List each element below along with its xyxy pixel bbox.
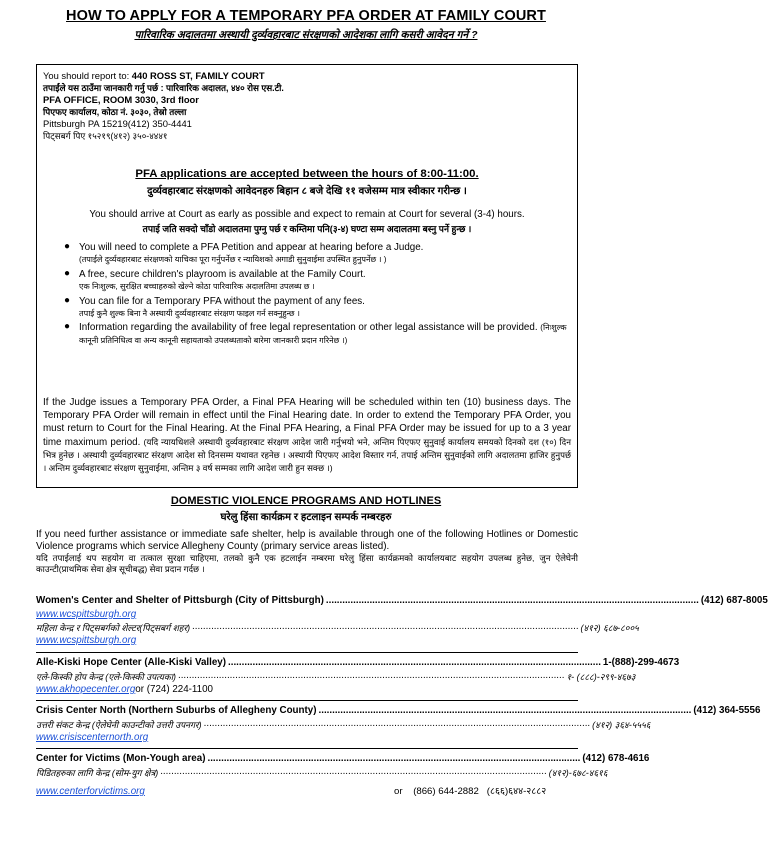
- bullet-np: एक निःशुल्क, सुरक्षित बच्चाहरुको खेल्ने कोठा पारिवारिक अदालतिमा उपलब्ध छ ।: [79, 282, 315, 292]
- judge-paragraph: [43, 396, 571, 475]
- org-name: Women's Center and Shelter of Pittsburgh (City of Pittsburgh): [36, 595, 324, 606]
- judge-en: If the Judge issues a Temporary PFA Order, a Final PFA Hearing will be scheduled within ten (10) business days. The Temporary PFA Order will remain in effect until the Final Hearing date. In order to extend the Temporary PFA Order, you must return to Court for the Final Hearing. At the Final PFA Hearing, a Final PFA Order may be issued for up to a 3 year time maximum period.: [43, 397, 571, 448]
- dv-intro-np: यदि तपाईलाई थप सहयोग वा तत्काल सुरक्षा चाहिएमा, तलको कुनै एक हटलाईन नम्बरमा घरेलु हिंसा कार्यक्रमको कार्यालयबाट सहयोग उपलब्ध हुनेछ, जुन ऐलेघेनी काउन्टी(प्राथमिक सेवा क्षेत्र सूचीबद्ध) सेवा प्रदान गर्दछ ।: [36, 553, 578, 575]
- report-np: तपाईंले यस ठाउँमा जानकारी गर्नु पर्छ : पारिवारिक अदालत, ४४० रोस एस.टी.: [43, 83, 284, 94]
- bullet-icon: ●: [64, 321, 71, 333]
- address-block: [43, 70, 284, 143]
- bullet-icon: ●: [64, 267, 71, 279]
- leader-dots: .........................................................................................................................................: [318, 705, 692, 716]
- org-phone: (412) 364-5556: [693, 705, 761, 716]
- org-name-np: उत्तरी संकट केन्द्र (ऐलेघेनी काउन्टीको उत्तरी उपनगर): [36, 720, 202, 730]
- org-name: Crisis Center North (Northern Suburbs of Allegheny County): [36, 705, 317, 716]
- bullet-en: Information regarding the availability of free legal representation or other legal assistance will be provided.: [79, 322, 538, 334]
- page-title: HOW TO APPLY FOR A TEMPORARY PFA ORDER AT FAMILY COURT: [66, 8, 546, 24]
- org-link[interactable]: www.wcspittsburgh.org: [36, 635, 137, 646]
- leader-dots: ..............................................................................................................................................: [192, 621, 579, 632]
- org-name: Center for Victims (Mon-Yough area): [36, 753, 206, 764]
- divider: [36, 652, 578, 653]
- org-link[interactable]: www.crisiscenternorth.org: [36, 732, 149, 743]
- bullet-item: [64, 269, 569, 294]
- org-name: Alle-Kiski Hope Center (Alle-Kiski Valley): [36, 657, 227, 668]
- bullet-item: [64, 242, 569, 267]
- bullet-en: You can file for a Temporary PFA without the payment of any fees.: [79, 295, 365, 307]
- bullet-icon: ●: [64, 241, 71, 252]
- report-label: You should report to:: [43, 70, 132, 81]
- judge-np: (यदि न्यायधिशले अस्थायी दुर्व्यवहारबाट संरक्षण आदेश जारी गर्नुभयो भने, अन्तिम पिएफए सुनुवाई कार्यालय समयको दिनको दश (१०) दिन भित्र हुनेछ । अस्थायी दुर्व्यवहारबाट संरक्षण आदेश सो दिनसम्म यथावत रहनेछ । अस्थायी पिएफए आदेश विस्तार गर्न, तपाई अन्तिम सुनुवाईको लागि अदालतमा हाजिर हुनुपर्छ । अन्तिम दुर्व्यवहारबाट संरक्षण सुनुवाईमा, अन्तिम ३ वर्ष सम्मका लागि आदेश जारी हुन सक्छ ।): [43, 436, 571, 474]
- org-name-np: महिला केन्द्र र पिट्सबर्गको शेल्टर(पिट्सबर्ग शहर): [36, 623, 191, 633]
- org-heading: [36, 657, 680, 670]
- office-np: पिएफए कार्यालय, कोठा नं. ३०३०, तेस्रो तल्ला: [43, 107, 187, 118]
- arrive-np: तपाई जति सक्दो चाँडो अदालतमा पुग्नु पर्छ र कम्तिमा पनि(३-४) घण्टा सम्म अदालतमा बस्नु पर्ने हुन्छ ।: [142, 224, 472, 234]
- org-heading-np: [36, 718, 651, 731]
- org-heading-np: [36, 670, 636, 683]
- org-phone: (412) 687-8005: [700, 595, 768, 606]
- org-link[interactable]: www.wcspittsburgh.org: [36, 609, 137, 620]
- office-line: PFA OFFICE, ROOM 3030, 3rd floor: [43, 94, 199, 106]
- city-np: पिट्सबर्ग पिए १५२१९(४१२) ३५०-४४४१: [43, 131, 168, 142]
- hours-en: PFA applications are accepted between the hours of 8:00-11:00.: [135, 168, 479, 180]
- bullet-en: You will need to complete a PFA Petition and appear at hearing before a Judge.: [79, 242, 424, 253]
- leader-dots: ..............................................................................................................................................: [177, 670, 565, 681]
- org-name-np: पिडितहरुका लागि केन्द्र (सोम-युग क्षेत्र): [36, 768, 159, 778]
- dv-title-np: घरेलु हिंसा कार्यक्रम र हटलाइन सम्पर्क नम्बरहरु: [220, 512, 392, 523]
- divider: [36, 748, 578, 749]
- info-box: [36, 64, 578, 488]
- bullet-np: (तपाईले दुर्व्यवहारबाट संरक्षणको याचिका पूरा गर्नुपर्नेछ र न्यायिशको अगाडी सुनुवाईमा उपस्थित हुनुपर्नेछ । ): [79, 255, 387, 265]
- dv-intro-en: If you need further assistance or immediate safe shelter, help is available through one of the following Hotlines or Domestic Violence programs which service Allegheny County (primary service areas listed).: [36, 529, 578, 553]
- org-heading: [36, 753, 650, 766]
- org-phone-np: (४१२) ३६४-५५५६: [592, 720, 651, 730]
- org-phone-np: १- (८८८)-२९९-४६७३: [566, 672, 636, 682]
- org-name-np: एले-किस्की होप केन्द्र (एले-किस्की उपत्यका): [36, 672, 176, 682]
- bullet-icon: ●: [64, 294, 71, 306]
- divider: [36, 700, 578, 701]
- org-heading-np: [36, 621, 639, 634]
- report-value: 440 ROSS ST, FAMILY COURT: [131, 70, 265, 81]
- org-alt-phone: or (724) 224-1100: [135, 684, 213, 695]
- leader-dots: ..............................................................................................................................................: [160, 766, 547, 777]
- bullet-list: [64, 242, 569, 349]
- leader-dots: .........................................................................................................................................: [228, 657, 601, 668]
- org-heading: [36, 705, 761, 718]
- bullet-np: (निःशुल्क कानूनी प्रतिनिधित्व वा अन्य कानूनी सहायताको उपलब्धताको बारेमा जानकारी प्रदान गरिनेछ ।): [79, 323, 567, 345]
- leader-dots: .........................................................................................................................................: [207, 753, 581, 764]
- dv-title: DOMESTIC VIOLENCE PROGRAMS AND HOTLINES: [170, 495, 442, 507]
- org-entry: [36, 657, 680, 696]
- org-phone: 1-(888)-299-4673: [602, 657, 680, 668]
- bullet-item: [64, 296, 569, 321]
- leader-dots: ..............................................................................................................................................: [203, 718, 591, 729]
- org-alt-phone: or (866) 644-2882 (८६६)६४४-२८८२: [394, 786, 547, 797]
- org-entry: [36, 595, 768, 647]
- org-heading-np: [36, 766, 608, 779]
- hours-np: दुर्व्यवहारबाट संरक्षणको आवेदनहरु बिहान ८ बजे देखि ११ वजेसम्म मात्र स्वीकार गरीन्छ ।: [147, 186, 467, 197]
- bullet-en: A free, secure children's playroom is available at the Family Court.: [79, 268, 366, 280]
- org-link[interactable]: www.centerforvictims.org: [36, 786, 145, 797]
- org-entry: [36, 753, 650, 798]
- bullet-item: [64, 322, 569, 347]
- org-link[interactable]: www.akhopecenter.org: [36, 684, 136, 695]
- org-phone-np: (४१२) ६८७-८००५: [580, 623, 639, 633]
- bullet-np: तपाई कुनै शुल्क बिना नै अस्थायी दुर्व्यवहारबाट संरक्षण फाइल गर्न सक्नुहुन्छ ।: [79, 309, 300, 319]
- arrive-en: You should arrive at Court as early as possible and expect to remain at Court for several (3-4) hours.: [89, 209, 525, 220]
- page-subtitle-np: पारिवारिक अदालतमा अस्थायी दुर्व्यवहारबाट संरक्षणको आदेशका लागि कसरी आवेदन गर्ने ?: [134, 29, 478, 41]
- org-phone: (412) 678-4616: [582, 753, 650, 764]
- leader-dots: .........................................................................................................................................: [325, 595, 699, 606]
- dv-intro: [36, 529, 578, 575]
- org-entry: [36, 705, 761, 744]
- org-heading: [36, 595, 768, 608]
- city-line: Pittsburgh PA 15219(412) 350-4441: [43, 118, 192, 130]
- org-phone-np: (४१२)-६७८-४६१६: [548, 768, 608, 778]
